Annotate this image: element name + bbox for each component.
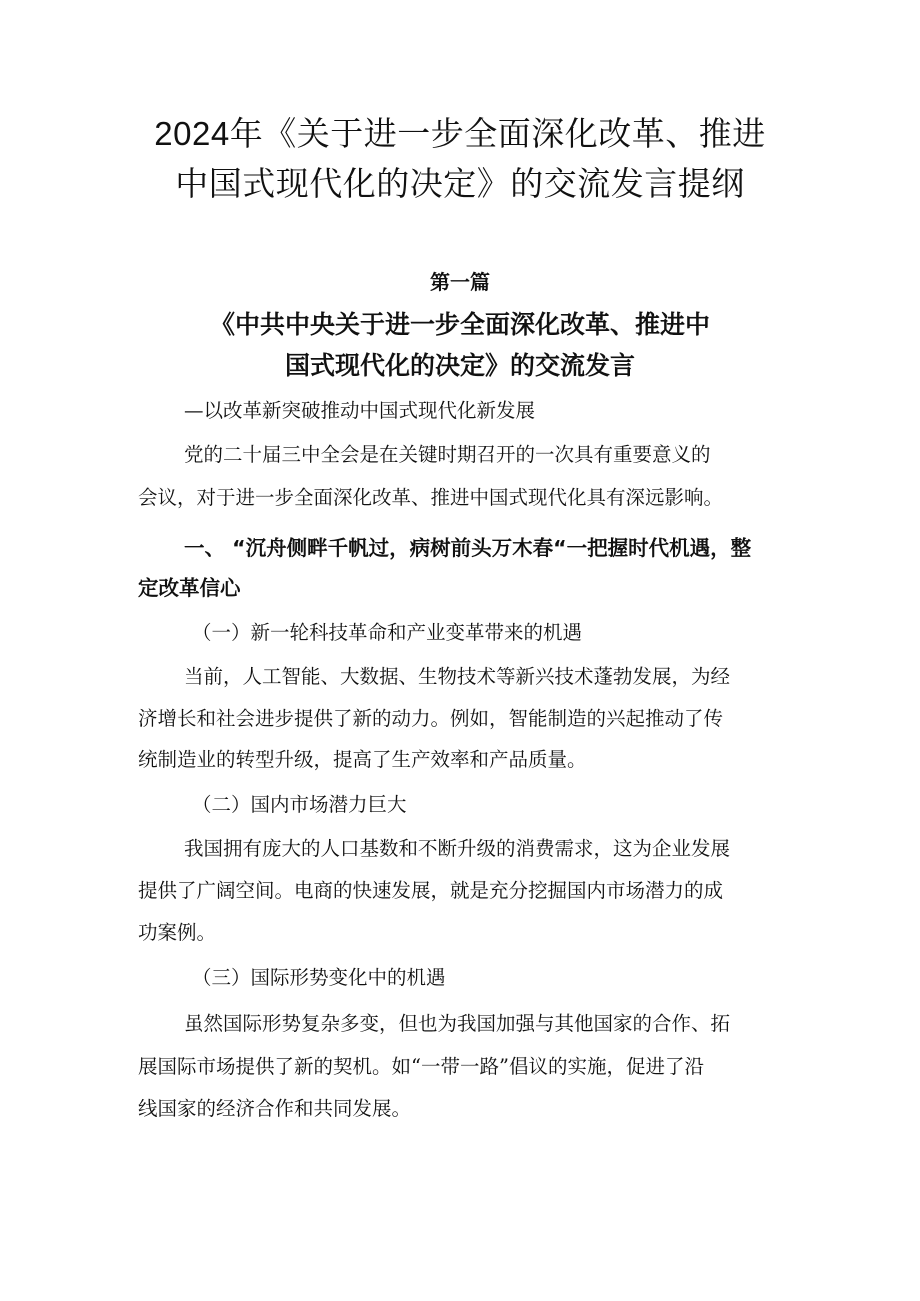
paragraph-line: 展国际市场提供了新的契机。如“一带一路”倡议的实施，促进了沿: [138, 1055, 704, 1078]
speech-subtitle: —以改革新突破推动中国式现代化新发展: [184, 399, 536, 422]
subsection-heading: （一）新一轮科技革命和产业变革带来的机遇: [192, 621, 583, 644]
paragraph-line: 虽然国际形势复杂多变，但也为我国加强与其他国家的合作、拓: [184, 1012, 731, 1035]
section-one-heading-line-1: 一、 “沉舟侧畔千帆过，病树前头万木春“一把握时代机遇，整: [184, 536, 752, 560]
paragraph-line: 济增长和社会进步提供了新的动力。例如，智能制造的兴起推动了传: [138, 707, 724, 730]
document-title-line-1: 2024年《关于进一步全面深化改革、推进: [154, 115, 766, 152]
subsection-heading: （三）国际形势变化中的机遇: [192, 966, 446, 989]
section-one-heading-line-2: 定改革信心: [138, 576, 241, 600]
speech-title-line-1: 《中共中央关于进一步全面深化改革、推进中: [209, 310, 710, 339]
paragraph-line: 功案例。: [138, 921, 217, 944]
intro-line-2: 会议，对于进一步全面深化改革、推进中国式现代化具有深远影响。: [138, 486, 724, 509]
subsection-heading: （二）国内市场潜力巨大: [192, 793, 407, 816]
intro-line-1: 党的二十届三中全会是在关键时期召开的一次具有重要意义的: [184, 443, 711, 466]
paragraph-line: 提供了广阔空间。电商的快速发展，就是充分挖掘国内市场潜力的成: [138, 879, 724, 902]
paragraph-line: 当前，人工智能、大数据、生物技术等新兴技术蓬勃发展，为经: [184, 665, 731, 688]
paragraph-line: 我国拥有庞大的人口基数和不断升级的消费需求，这为企业发展: [184, 837, 731, 860]
paragraph-line: 线国家的经济合作和共同发展。: [138, 1097, 412, 1120]
speech-title-line-2: 国式现代化的决定》的交流发言: [284, 351, 635, 380]
chapter-label: 第一篇: [430, 270, 490, 294]
paragraph-line: 统制造业的转型升级，提高了生产效率和产品质量。: [138, 748, 587, 771]
document-title-line-2: 中国式现代化的决定》的交流发言提纲: [175, 165, 745, 202]
